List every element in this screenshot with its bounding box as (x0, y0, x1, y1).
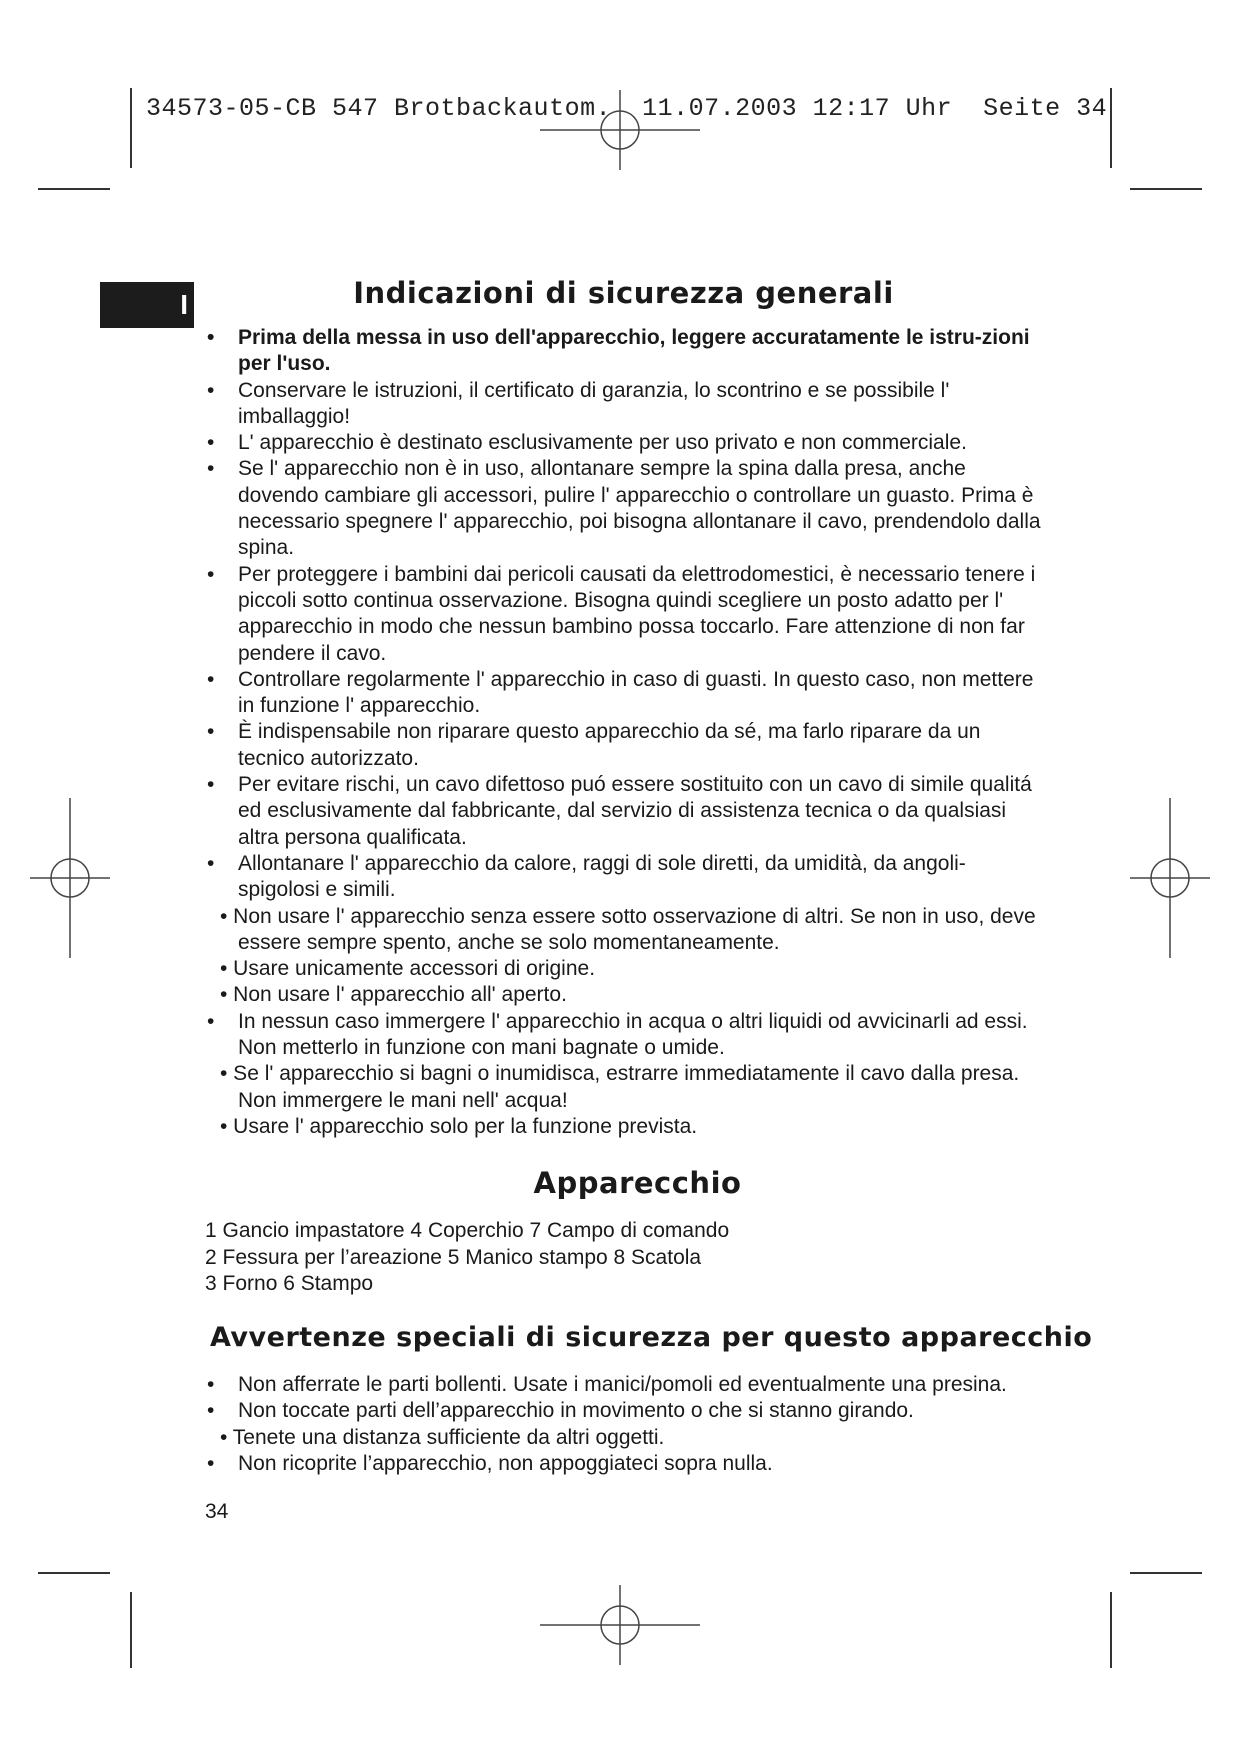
registration-mark-icon (540, 1585, 700, 1665)
crop-mark (130, 1592, 132, 1668)
list-item: • Non toccate parti dell’apparecchio in movimento o che si stanno girando. (205, 1398, 1047, 1424)
list-item: • Non ricoprite l’apparecchio, non appoggiateci sopra nulla. (205, 1451, 1047, 1477)
list-item: • Conservare le istruzioni, il certificato di garanzia, lo scontrino e se possibile l' imballaggio! (205, 378, 1047, 431)
crop-mark (38, 188, 110, 190)
crop-mark (1130, 188, 1202, 190)
safety-list (205, 325, 1047, 1140)
print-slug: 34573-05-CB 547 Brotbackautom. 11.07.2003 12:17 Uhr Seite 34 (146, 94, 1108, 123)
list-item: • Tenete una distanza sufficiente da altri oggetti. (220, 1425, 665, 1449)
section-title-device: Apparecchio (533, 1166, 742, 1200)
crop-mark (1130, 1572, 1202, 1574)
list-item: • Se l' apparecchio si bagni o inumidisca, estrarre immediatamente il cavo dalla presa. Non immergere le mani nell' acqua! (220, 1062, 1020, 1112)
crop-mark (1110, 88, 1112, 168)
parts-line: 3 Forno 6 Stampo (205, 1272, 374, 1295)
list-item: • È indispensabile non riparare questo apparecchio da sé, ma farlo riparare da un tecnico autorizzato. (205, 719, 1047, 772)
crop-mark (130, 88, 132, 168)
language-tab-label: I (180, 289, 188, 320)
list-item: • Non usare l' apparecchio all' aperto. (220, 983, 567, 1007)
parts-list (205, 1218, 729, 1298)
crop-mark (1110, 1592, 1112, 1668)
page-number: 34 (205, 1500, 229, 1523)
warnings-list (205, 1372, 1047, 1477)
list-item: • Per evitare rischi, un cavo difettoso puó essere sostituito con un cavo di simile qualitá ed esclusivamente dal fabbricante, dal servizio di assistenza tecnica o da qualsiasi altra persona qualificata. (205, 772, 1047, 851)
list-item: • Se l' apparecchio non è in uso, allontanare sempre la spina dalla presa, anche dovendo cambiare gli accessori, pulire l' apparecchio o controllare un guasto. Prima è necessario spegnere l' apparecchio, poi bisogna allontanare il cavo, prendendolo dalla spina. (205, 456, 1047, 561)
list-item: • Usare l' apparecchio solo per la funzione prevista. (220, 1114, 698, 1138)
list-item: • L' apparecchio è destinato esclusivamente per uso privato e non commerciale. (205, 430, 1047, 456)
parts-line: 1 Gancio impastatore 4 Coperchio 7 Campo di comando (205, 1219, 730, 1242)
section-title-warnings: Avvertenze speciali di sicurezza per questo apparecchio (210, 1322, 1093, 1353)
list-item: • Usare unicamente accessori di origine. (220, 957, 596, 981)
list-item: • Non afferrate le parti bollenti. Usate i manici/pomoli ed eventualmente una presina. (205, 1372, 1047, 1398)
list-item: • Prima della messa in uso dell'apparecchio, leggere accuratamente le istru-zioni per l'uso. (205, 325, 1047, 378)
list-item: • Non usare l' apparecchio senza essere sotto osservazione di altri. Se non in uso, deve essere sempre spento, anche se solo momentaneamente. (220, 904, 1036, 954)
section-title-safety: Indicazioni di sicurezza generali (353, 276, 894, 310)
registration-mark-icon (1130, 798, 1210, 958)
registration-mark-icon (30, 798, 110, 958)
list-item: • Per proteggere i bambini dai pericoli causati da elettrodomestici, è necessario tenere i piccoli sotto continua osservazione. Bisogna quindi scegliere un posto adatto per l' apparecchio in modo che nessun bambino possa toccarlo. Fare attenzione di non far pendere il cavo. (205, 562, 1047, 667)
list-item: • Controllare regolarmente l' apparecchio in caso di guasti. In questo caso, non mettere in funzione l' apparecchio. (205, 667, 1047, 720)
crop-mark (38, 1572, 110, 1574)
list-item: • In nessun caso immergere l' apparecchio in acqua o altri liquidi od avvicinarli ad essi. Non metterlo in funzione con mani bagnate o umide. (205, 1009, 1047, 1062)
list-item: • Allontanare l' apparecchio da calore, raggi di sole diretti, da umidità, da angoli-spigolosi e simili. (205, 851, 1047, 904)
parts-line: 2 Fessura per l’areazione 5 Manico stampo 8 Scatola (205, 1245, 702, 1269)
